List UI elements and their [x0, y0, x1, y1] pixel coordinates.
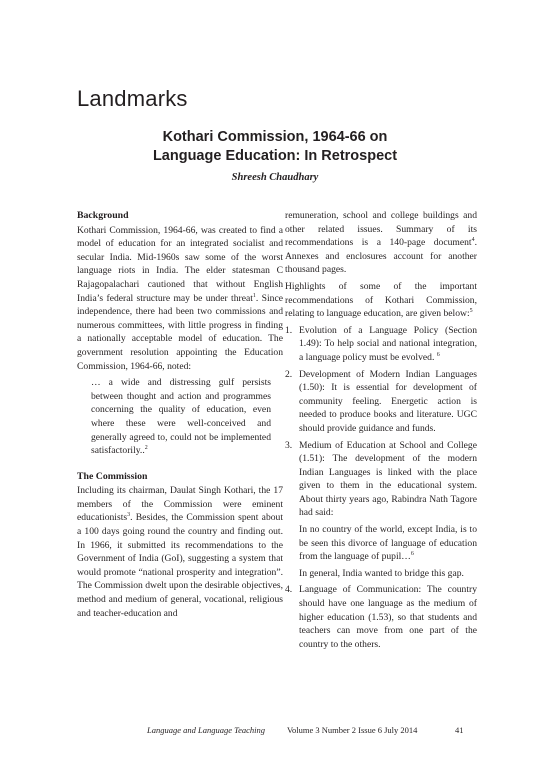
footnote-ref: 2: [144, 444, 148, 451]
recommendations-list-continued: [285, 583, 477, 651]
footnote-ref: 4: [471, 237, 475, 243]
recommendations-list: [285, 324, 477, 520]
section-title: Landmarks: [77, 86, 188, 111]
commission-heading: The Commission: [77, 470, 148, 482]
tagore-quote: In no country of the world, except India, is to be seen this divorce of language of education from the language of pupil…$^6$: [299, 524, 477, 563]
footer-volume-info: Volume 3 Number 2 Issue 6 July 2014: [287, 725, 418, 735]
article-title-line-2: Language Education: In Retrospect: [152, 148, 398, 164]
bridge-gap-sentence: In general, India wanted to bridge this gap.: [299, 567, 464, 579]
highlights-paragraph: Highlights of some of the important recommendations of Kothari Commission, relating to language education, are given below:$^5$: [285, 280, 477, 320]
footnote-ref: 1: [252, 292, 256, 299]
author-name: Shreesh Chaudhary: [231, 172, 319, 183]
commission-paragraph: Including its chairman, Daulat Singh Kothari, the 17 members of the Commission were eminent educationists$^3$. Besides, the Commission spent about a 100 days going round the country and finding out. In 1966, it submitted its recommendations to the Government of India (GoI), suggesting a system that would promote “national prosperity and integration”. The Commission dwelt upon the desirable objectives, method and medium of general, vocational, religious and teacher-education and: [77, 485, 283, 619]
footnote-ref: 6: [436, 351, 440, 358]
article-title-line-1: Kothari Commission, 1964-66 on: [162, 129, 388, 145]
background-heading: Background: [77, 210, 129, 221]
list-item: 4. Language of Communication: The country should have one language as the medium of higher education (1.53), so that students and teachers can move from one part of the country to the others.: [285, 584, 477, 650]
block-quote: … a wide and distressing gulf persists between thought and action and programmes concerning the quality of education, even where these were well-conceived and generally agreed to, could not be implemented satisfactorily..$^2$: [91, 377, 271, 457]
footnote-ref: 3: [127, 512, 131, 519]
list-item: 2. Development of Modern Indian Languages (1.50): It is essential for development of community feeling. Energetic action is needed to produce books and literature. UGC should provide guidance and funds.: [285, 368, 477, 434]
left-column: [77, 209, 283, 620]
right-column: [285, 209, 477, 651]
list-item: 1. Evolution of a Language Policy (Section 1.49): To help social and national integration, a language policy must be evolved. $^6$: [285, 324, 477, 363]
background-paragraph: Kothari Commission, 1964-66, was created to find a model of education for an integrated socialist and secular India. Mid-1960s saw some of the worst language riots in India. The elder statesman C Rajagopalachari cautioned that without English India’s federal structure may be under threat$^1$. Since independence, there had been two commissions and numerous committees, with little progress in finding a nationally acceptable model of education. The government resolution appointing the Education Commission, 1964-66, noted:: [77, 224, 283, 372]
footer-journal-name: Language and Language Teaching: [147, 725, 265, 735]
page-number: 41: [455, 725, 464, 735]
footnote-ref: 5: [469, 307, 473, 314]
list-item: 3. Medium of Education at School and College (1.51): The development of the modern Indian Languages is linked with the place given to them in the educational system. About thirty years ago, Rabindra Nath Tagore had said:: [285, 439, 477, 519]
summary-paragraph: remuneration, school and college buildings and other related issues. Summary of its recommendations is a 140-page document$^4$. Annexes and enclosures account for another thousand pages.: [285, 210, 477, 276]
footnote-ref: 6: [410, 551, 414, 558]
